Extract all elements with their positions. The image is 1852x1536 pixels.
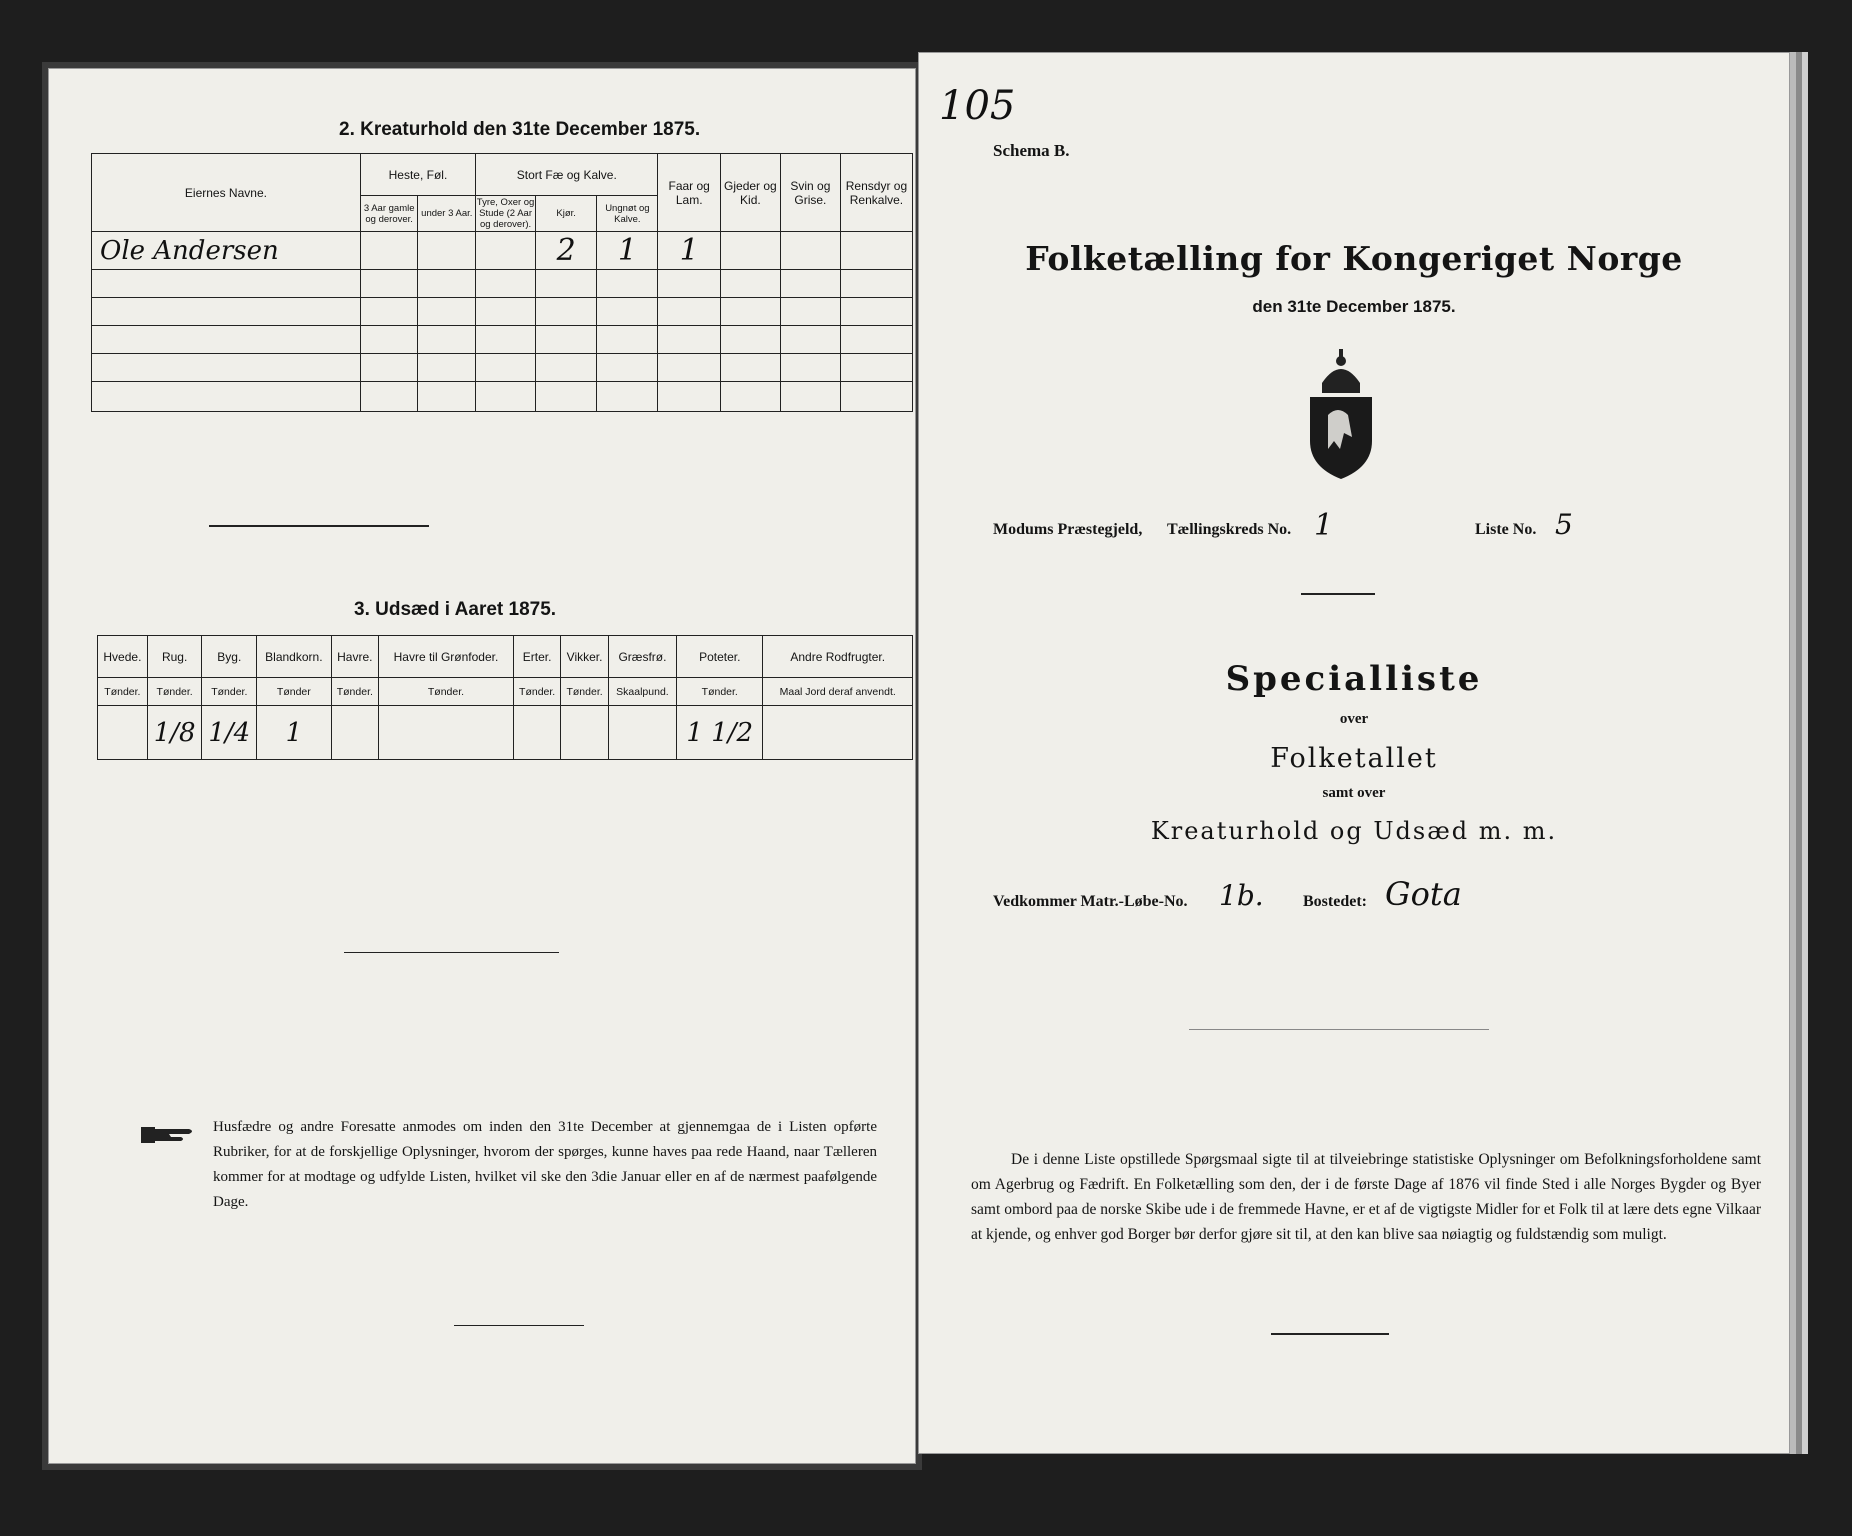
divider-3 (454, 1325, 584, 1326)
main-date: den 31te December 1875. (1252, 297, 1456, 316)
sowing-value: 1 (285, 717, 303, 748)
divider-r2 (1189, 1029, 1489, 1030)
list-value: 5 (1555, 508, 1573, 541)
sowing-col-header: Blandkorn. (257, 636, 331, 678)
sowing-col-header: Havre til Grønfoder. (379, 636, 514, 678)
sowing-value: 1/4 (208, 717, 251, 748)
sowing-col-header: Poteter. (677, 636, 763, 678)
ungnot-value: 1 (617, 233, 637, 268)
sowing-unit: Tønder (257, 678, 331, 706)
divider-r1 (1301, 593, 1375, 595)
owner-name: Ole Andersen (100, 235, 279, 266)
ungnot-header: Ungnøt og Kalve. (597, 196, 658, 232)
sowing-unit: Tønder. (513, 678, 560, 706)
district-label: Tællingskreds No. (1167, 521, 1292, 538)
sowing-col-header: Hvede. (98, 636, 148, 678)
sowing-unit: Tønder. (561, 678, 608, 706)
sowing-unit: Tønder. (379, 678, 514, 706)
notice-text: Husfædre og andre Foresatte anmodes om inden den 31te December at gjennemgaa de i Listen opførte Rubriker, for at de forskjellige Oplysninger, hvorom der spørges, kunne haves paa rede Haand, naar Tælleren kommer for at modtage og udfylde Listen, hvilket vil ske den 3die Januar eller en af de nærmest paafølgende Dage. (213, 1119, 877, 1210)
rensdyr-header: Rensdyr og Renkalve. (840, 154, 912, 232)
info-paragraph: De i denne Liste opstillede Spørgsmaal sigte til at tilveiebringe statistiske Oplysninger om Befolkningsforholdene samt om Agerbrug og Fædrift. En Folketælling som den, der i de første Dage af 1876 vil finde Sted i alle Norges Bygder og Byer samt ombord paa de norske Skibe ude i de fremmede Havne, er et af de vigtigste Midler for et Folk til at lære dets egne Vilkaar at kjende, og enhver god Borger bør derfor gjøre sit til, at den kan blive saa nøiagtig og fuldstændig som muligt. (971, 1151, 1761, 1243)
sowing-unit: Tønder. (331, 678, 378, 706)
svin-header: Svin og Grise. (780, 154, 840, 232)
sowing-unit: Tønder. (677, 678, 763, 706)
samt-over-label: samt over (1322, 785, 1386, 801)
sowing-col-header: Rug. (147, 636, 202, 678)
section2-title: 2. Kreaturhold den 31te December 1875. (339, 119, 701, 140)
sowing-col-header: Vikker. (561, 636, 608, 678)
kjor-header: Kjør. (536, 196, 597, 232)
sowing-col-header: Andre Rodfrugter. (763, 636, 913, 678)
district-value: 1 (1314, 508, 1334, 543)
special-title: Specialliste (1225, 659, 1483, 699)
matr-label: Vedkommer Matr.-Løbe-No. (993, 893, 1188, 910)
sowing-unit: Tønder. (147, 678, 202, 706)
sowing-unit: Skaalpund. (608, 678, 676, 706)
sowing-col-header: Græsfrø. (608, 636, 676, 678)
coat-of-arms-icon (1304, 345, 1378, 481)
heste-header: Heste, Føl. (360, 154, 475, 196)
kjor-value: 2 (556, 233, 576, 268)
folketallet: Folketallet (1270, 743, 1438, 774)
sowing-col-header: Havre. (331, 636, 378, 678)
heste-young-header: under 3 Aar. (418, 196, 476, 232)
sowing-unit: Maal Jord deraf anvendt. (763, 678, 913, 706)
page-number: 105 (939, 83, 1016, 129)
sowing-col-header: Erter. (513, 636, 560, 678)
sowing-unit: Tønder. (202, 678, 257, 706)
parish-label: Modums Præstegjeld, (993, 521, 1143, 538)
over-label: over (1339, 711, 1369, 727)
pointing-hand-icon (141, 1123, 197, 1147)
faar-header: Faar og Lam. (658, 154, 720, 232)
sowing-table (97, 635, 913, 760)
heste-old-header: 3 Aar gamle og derover. (360, 196, 418, 232)
right-page (918, 52, 1790, 1454)
list-label: Liste No. (1475, 521, 1537, 538)
faar-value: 1 (679, 233, 699, 268)
tyre-header: Tyre, Oxer og Stude (2 Aar og derover). (476, 197, 535, 230)
sowing-value: 1/8 (153, 717, 196, 748)
divider-2 (344, 952, 559, 953)
owner-header: Eiernes Navne. (92, 154, 361, 232)
left-page (48, 68, 916, 1464)
main-title: Folketælling for Kongeriget Norge (1025, 239, 1683, 278)
kreaturhold-title: Kreaturhold og Udsæd m. m. (1150, 817, 1558, 845)
bostedet-label: Bostedet: (1303, 893, 1367, 910)
bostedet-value: Gota (1385, 875, 1462, 913)
matr-value: 1b. (1219, 879, 1264, 912)
sowing-col-header: Byg. (202, 636, 257, 678)
section3-title: 3. Udsæd i Aaret 1875. (354, 599, 557, 620)
divider-r3 (1271, 1333, 1389, 1335)
gjeder-header: Gjeder og Kid. (720, 154, 780, 232)
sowing-value: 1 1/2 (686, 717, 754, 748)
livestock-table (91, 153, 913, 412)
sowing-unit: Tønder. (98, 678, 148, 706)
stort-fae-header: Stort Fæ og Kalve. (476, 154, 658, 196)
schema-label: Schema B. (993, 141, 1070, 160)
divider (209, 525, 429, 527)
